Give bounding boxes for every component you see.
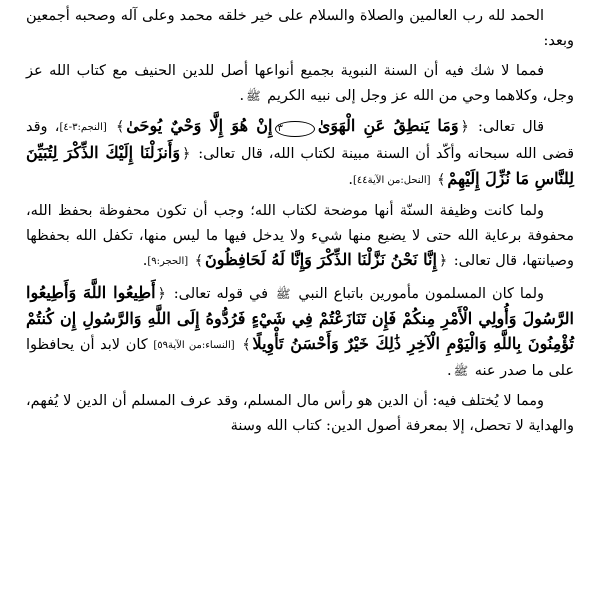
verse-open-bracket: ﴿	[157, 285, 166, 302]
paragraph-obedience: ولما كان المسلمون مأمورين باتباع النبي ﷺ في قوله تعالى: ﴿أَطِيعُوا اللَّهَ وَأَطِيعُوا الرَّسُولَ وَأُولِي الْأَمْرِ مِنكُمْ فَإِن تَنَازَعْتُمْ فِي شَيْءٍ فَرُدُّوهُ إِلَى اللَّهِ وَالرَّسُولِ إِن كُنتُمْ تُؤْمِنُونَ بِاللَّهِ وَالْيَوْمِ الْآخِرِ ذَٰلِكَ خَيْرٌ وَأَحْسَنُ تَأْوِيلًا﴾ [النساء:من الآية٥٩] كان لابد أن يحافظوا على ما صدر عنه ﷺ.	[26, 282, 575, 379]
salawat-symbol: ﷺ	[453, 363, 469, 378]
verse-hijr: إِنَّا نَحْنُ نَزَّلْنَا الذِّكْرَ وَإِنَّا لَهُ لَحَافِظُونَ	[204, 250, 437, 270]
paragraph-quran-najm: قال تعالى: ﴿وَمَا يَنطِقُ عَنِ الْهَوَىٰ٣إِنْ هُوَ إِلَّا وَحْيٌ يُوحَىٰ﴾ [النجم:٣-٤]، وقد قضى الله سبحانه وأكّد أن السنة مبينة لكتاب الله، قال تعالى: ﴿وَأَنزَلْنَا إِلَيْكَ الذِّكْرَ لِتُبَيِّنَ لِلنَّاسِ مَا نُزِّلَ إِلَيْهِمْ﴾ [النحل:من الآية٤٤].	[26, 116, 575, 188]
najm-intro: قال تعالى:	[478, 119, 545, 136]
verse-close-bracket: ﴾	[116, 119, 125, 136]
obedience-text: ولما كان المسلمون مأمورين باتباع النبي	[298, 285, 545, 302]
paragraph-religion-capital	[26, 389, 574, 438]
verse-close-bracket: ﴾	[437, 171, 446, 188]
religion-capital-text: ومما لا يُختلف فيه: أن الدين هو رأس مال المسلم، وقد عرف المسلم أن الدين لا يُفهم، والهداية لا تحصل، إلا بمعرفة أصول الدين: كتاب الله وسنة	[26, 393, 574, 434]
verse-nisa: أَطِيعُوا اللَّهَ وَأَطِيعُوا الرَّسُولَ وَأُولِي الْأَمْرِ مِنكُمْ فَإِن تَنَازَعْتُمْ فِي شَيْءٍ فَرُدُّوهُ إِلَى اللَّهِ وَالرَّسُولِ إِن كُنتُمْ تُؤْمِنُونَ بِاللَّهِ وَالْيَوْمِ الْآخِرِ ذَٰلِكَ خَيْرٌ وَأَحْسَنُ تَأْوِيلًا	[26, 282, 575, 354]
verse-najm-b: إِنْ هُوَ إِلَّا وَحْيٌ يُوحَىٰ	[126, 116, 273, 136]
reference-hijr: [الحجر:٩]	[147, 256, 189, 268]
salawat-symbol: ﷺ	[275, 286, 291, 301]
reference-najm: [النجم:٣-٤]	[59, 122, 107, 134]
verse-nahl: وَأَنزَلْنَا إِلَيْكَ الذِّكْرَ لِتُبَيِّنَ لِلنَّاسِ مَا نُزِّلَ إِلَيْهِمْ	[26, 142, 574, 188]
verse-open-bracket: ﴿	[182, 145, 191, 162]
document-page	[26, 4, 574, 445]
obedience-text-3: كان لابد أن يحافظوا على ما صدر عنه	[26, 337, 574, 379]
obedience-text-2: في قوله تعالى:	[173, 285, 269, 302]
verse-close-bracket: ﴾	[242, 337, 251, 354]
najm-followup-text: ، وقد قضى الله سبحانه وأكّد أن السنة مبينة لكتاب الله، قال تعالى:	[26, 119, 575, 162]
paragraph-opening	[26, 4, 574, 53]
preservation-text: ولما كانت وظيفة السنّة أنها موضحة لكتاب الله؛ وجب أن تكون محفوظة بحفظ الله، محفوفة برعاية الله حتى لا يضيع منها شيء ولا يدخل فيها ما ليس منها، تكفل الله بحفظها وصيانتها، قال تعالى:	[26, 203, 574, 270]
verse-open-bracket: ﴿	[460, 119, 469, 136]
paragraph-sunnah-origin: فمما لا شك فيه أن السنة النبوية بجميع أنواعها أصل للدين الحنيف مع كتاب الله عز وجل، وكلاهما وحي من الله عز وجل إلى نبيه الكريم ﷺ.	[26, 63, 574, 104]
sunnah-origin-text: فمما لا شك فيه أن السنة النبوية بجميع أنواعها أصل للدين الحنيف مع كتاب الله عز وجل، وكلاهما وحي من الله عز وجل إلى نبيه الكريم	[26, 63, 574, 104]
ayah-number-badge: ٣	[275, 121, 314, 137]
reference-nisa: [النساء:من الآية٥٩]	[153, 340, 235, 352]
salawat-symbol: ﷺ	[246, 88, 261, 103]
opening-text: الحمد لله رب العالمين والصلاة والسلام على خير خلقه محمد وعلى آله وصحبه أجمعين وبعد:	[26, 8, 574, 49]
reference-nahl: [النحل:من الآية٤٤]	[352, 174, 431, 186]
verse-najm-a: وَمَا يَنطِقُ عَنِ الْهَوَىٰ	[317, 116, 459, 136]
verse-open-bracket: ﴿	[438, 253, 448, 270]
paragraph-preservation: ولما كانت وظيفة السنّة أنها موضحة لكتاب الله؛ وجب أن تكون محفوظة بحفظ الله، محفوفة برعاية الله حتى لا يضيع منها شيء ولا يدخل فيها ما ليس منها، تكفل الله بحفظها وصيانتها، قال تعالى: ﴿إِنَّا نَحْنُ نَزَّلْنَا الذِّكْرَ وَإِنَّا لَهُ لَحَافِظُونَ﴾ [الحجر:٩].	[26, 203, 574, 270]
verse-close-bracket: ﴾	[194, 253, 203, 270]
